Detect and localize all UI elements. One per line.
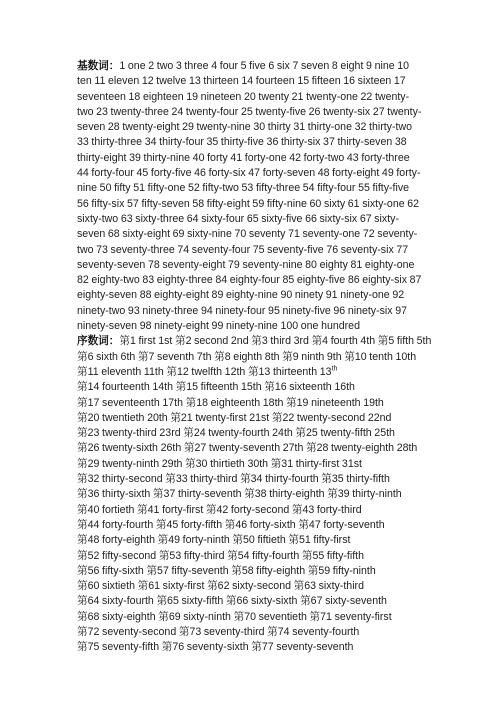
ordinal-line: 第14 fourteenth 14th 第15 fifteenth 15th 第16 sixteenth 16th — [77, 381, 355, 394]
ordinal-line-text: 第11 eleventh 11th 第12 twelfth 12th 第13 thirteenth 13 — [77, 365, 332, 378]
ordinal-line: 第6 sixth 6th 第7 seventh 7th 第8 eighth 8th 第9 ninth 9th 第10 tenth 10th — [77, 350, 417, 363]
ordinal-line: 第56 fifty-sixth 第57 fifty-seventh 第58 fifty-eighth 第59 fifty-ninth — [77, 564, 376, 577]
ordinal-line — [77, 334, 432, 349]
ordinal-line: 第44 forty-fourth 第45 forty-fifth 第46 forty-sixth 第47 forty-seventh — [77, 518, 385, 531]
ordinal-line: 第72 seventy-second 第73 seventy-third 第74 seventy-fourth — [77, 625, 360, 638]
ordinal-line: 第23 twenty-third 23rd 第24 twenty-fourth 24th 第25 twenty-fifth 25th — [77, 427, 395, 440]
ordinal-numbers-block — [77, 334, 432, 655]
ordinal-line-text: 第1 first 1st 第2 second 2nd 第3 third 3rd 第4 fourth 4th 第5 fifth 5th — [119, 335, 432, 348]
cardinal-numbers-paragraph — [77, 59, 422, 334]
ordinal-line: 第36 thirty-sixth 第37 thirty-seventh 第38 thirty-eighth 第39 thirty-ninth — [77, 488, 402, 501]
ordinal-line: 第26 twenty-sixth 26th 第27 twenty-seventh 27th 第28 twenty-eighth 28th — [77, 442, 418, 455]
cardinal-list-text: 1 one 2 two 3 three 4 four 5 five 6 six 7 seven 8 eight 9 nine 10 ten 11 eleven 12 twelve 13 thirteen 14 fourteen 15 fifteen 16 sixteen 17 seventeen 18 eighteen 19 nineteen 20 twenty 21 twenty-one 22 twenty-two 23 twenty-three 24 twenty-four 25 twenty-five 26 twenty-six 27 twenty-seven 28 twenty-eight 29 twenty-nine 30 thirty 31 thirty-one 32 thirty-two 33 thirty-three 34 thirty-four 35 thirty-five 36 thirty-six 37 thirty-seven 38 thirty-eight 39 thirty-nine 40 forty 41 forty-one 42 forty-two 43 forty-three 44 forty-four 45 forty-five 46 forty-six 47 forty-seven 48 forty-eight 49 forty-nine 50 fifty 51 fifty-one 52 fifty-two 53 fifty-three 54 fifty-four 55 fifty-five 56 fifty-six 57 fifty-seven 58 fifty-eight 59 fifty-nine 60 sixty 61 sixty-one 62 sixty-two 63 sixty-three 64 sixty-four 65 sixty-five 66 sixty-six 67 sixty-seven 68 sixty-eight 69 sixty-nine 70 seventy 71 seventy-one 72 seventy-two 73 seventy-three 74 seventy-four 75 seventy-five 76 seventy-six 77 seventy-seven 78 seventy-eight 79 seventy-nine 80 eighty 81 eighty-one 82 eighty-two 83 eighty-three 84 eighty-four 85 eighty-five 86 eighty-six 87 eighty-seven 88 eighty-eight 89 eighty-nine 90 ninety 91 ninety-one 92 ninety-two 93 ninety-three 94 ninety-four 95 ninety-five 96 ninety-six 97 ninety-seven 98 ninety-eight 99 ninety-nine 100 one hundred — [77, 60, 422, 333]
ordinal-line: 第20 twentieth 20th 第21 twenty-first 21st 第22 twenty-second 22nd — [77, 411, 392, 424]
document-body — [77, 59, 432, 656]
ordinal-line: 第75 seventy-fifth 第76 seventy-sixth 第77 seventy-seventh — [77, 641, 354, 654]
ordinal-line: 第60 sixtieth 第61 sixty-first 第62 sixty-second 第63 sixty-third — [77, 580, 364, 593]
ordinal-superscript: th — [331, 365, 338, 373]
ordinal-line: 第48 forty-eighth 第49 forty-ninth 第50 fiftieth 第51 fifty-first — [77, 534, 351, 547]
ordinal-line: 第17 seventeenth 17th 第18 eighteenth 18th 第19 nineteenth 19th — [77, 396, 384, 409]
ordinal-heading: 序数词： — [77, 335, 120, 348]
ordinal-line: 第64 sixty-fourth 第65 sixty-fifth 第66 sixty-sixth 第67 sixty-seventh — [77, 595, 387, 608]
ordinal-line: 第32 thirty-second 第33 thirty-third 第34 thirty-fourth 第35 thirty-fifth — [77, 473, 390, 486]
ordinal-line: 第40 fortieth 第41 forty-first 第42 forty-second 第43 forty-third — [77, 503, 362, 516]
ordinal-line: 第52 fifty-second 第53 fifty-third 第54 fifty-fourth 第55 fifty-fifth — [77, 549, 364, 562]
ordinal-line: 第68 sixty-eighth 第69 sixty-ninth 第70 seventieth 第71 seventy-first — [77, 610, 392, 623]
ordinal-line: 第29 twenty-ninth 29th 第30 thirtieth 30th 第31 thirty-first 31st — [77, 457, 362, 470]
ordinal-line — [77, 365, 422, 380]
cardinal-heading: 基数词： — [77, 60, 120, 72]
